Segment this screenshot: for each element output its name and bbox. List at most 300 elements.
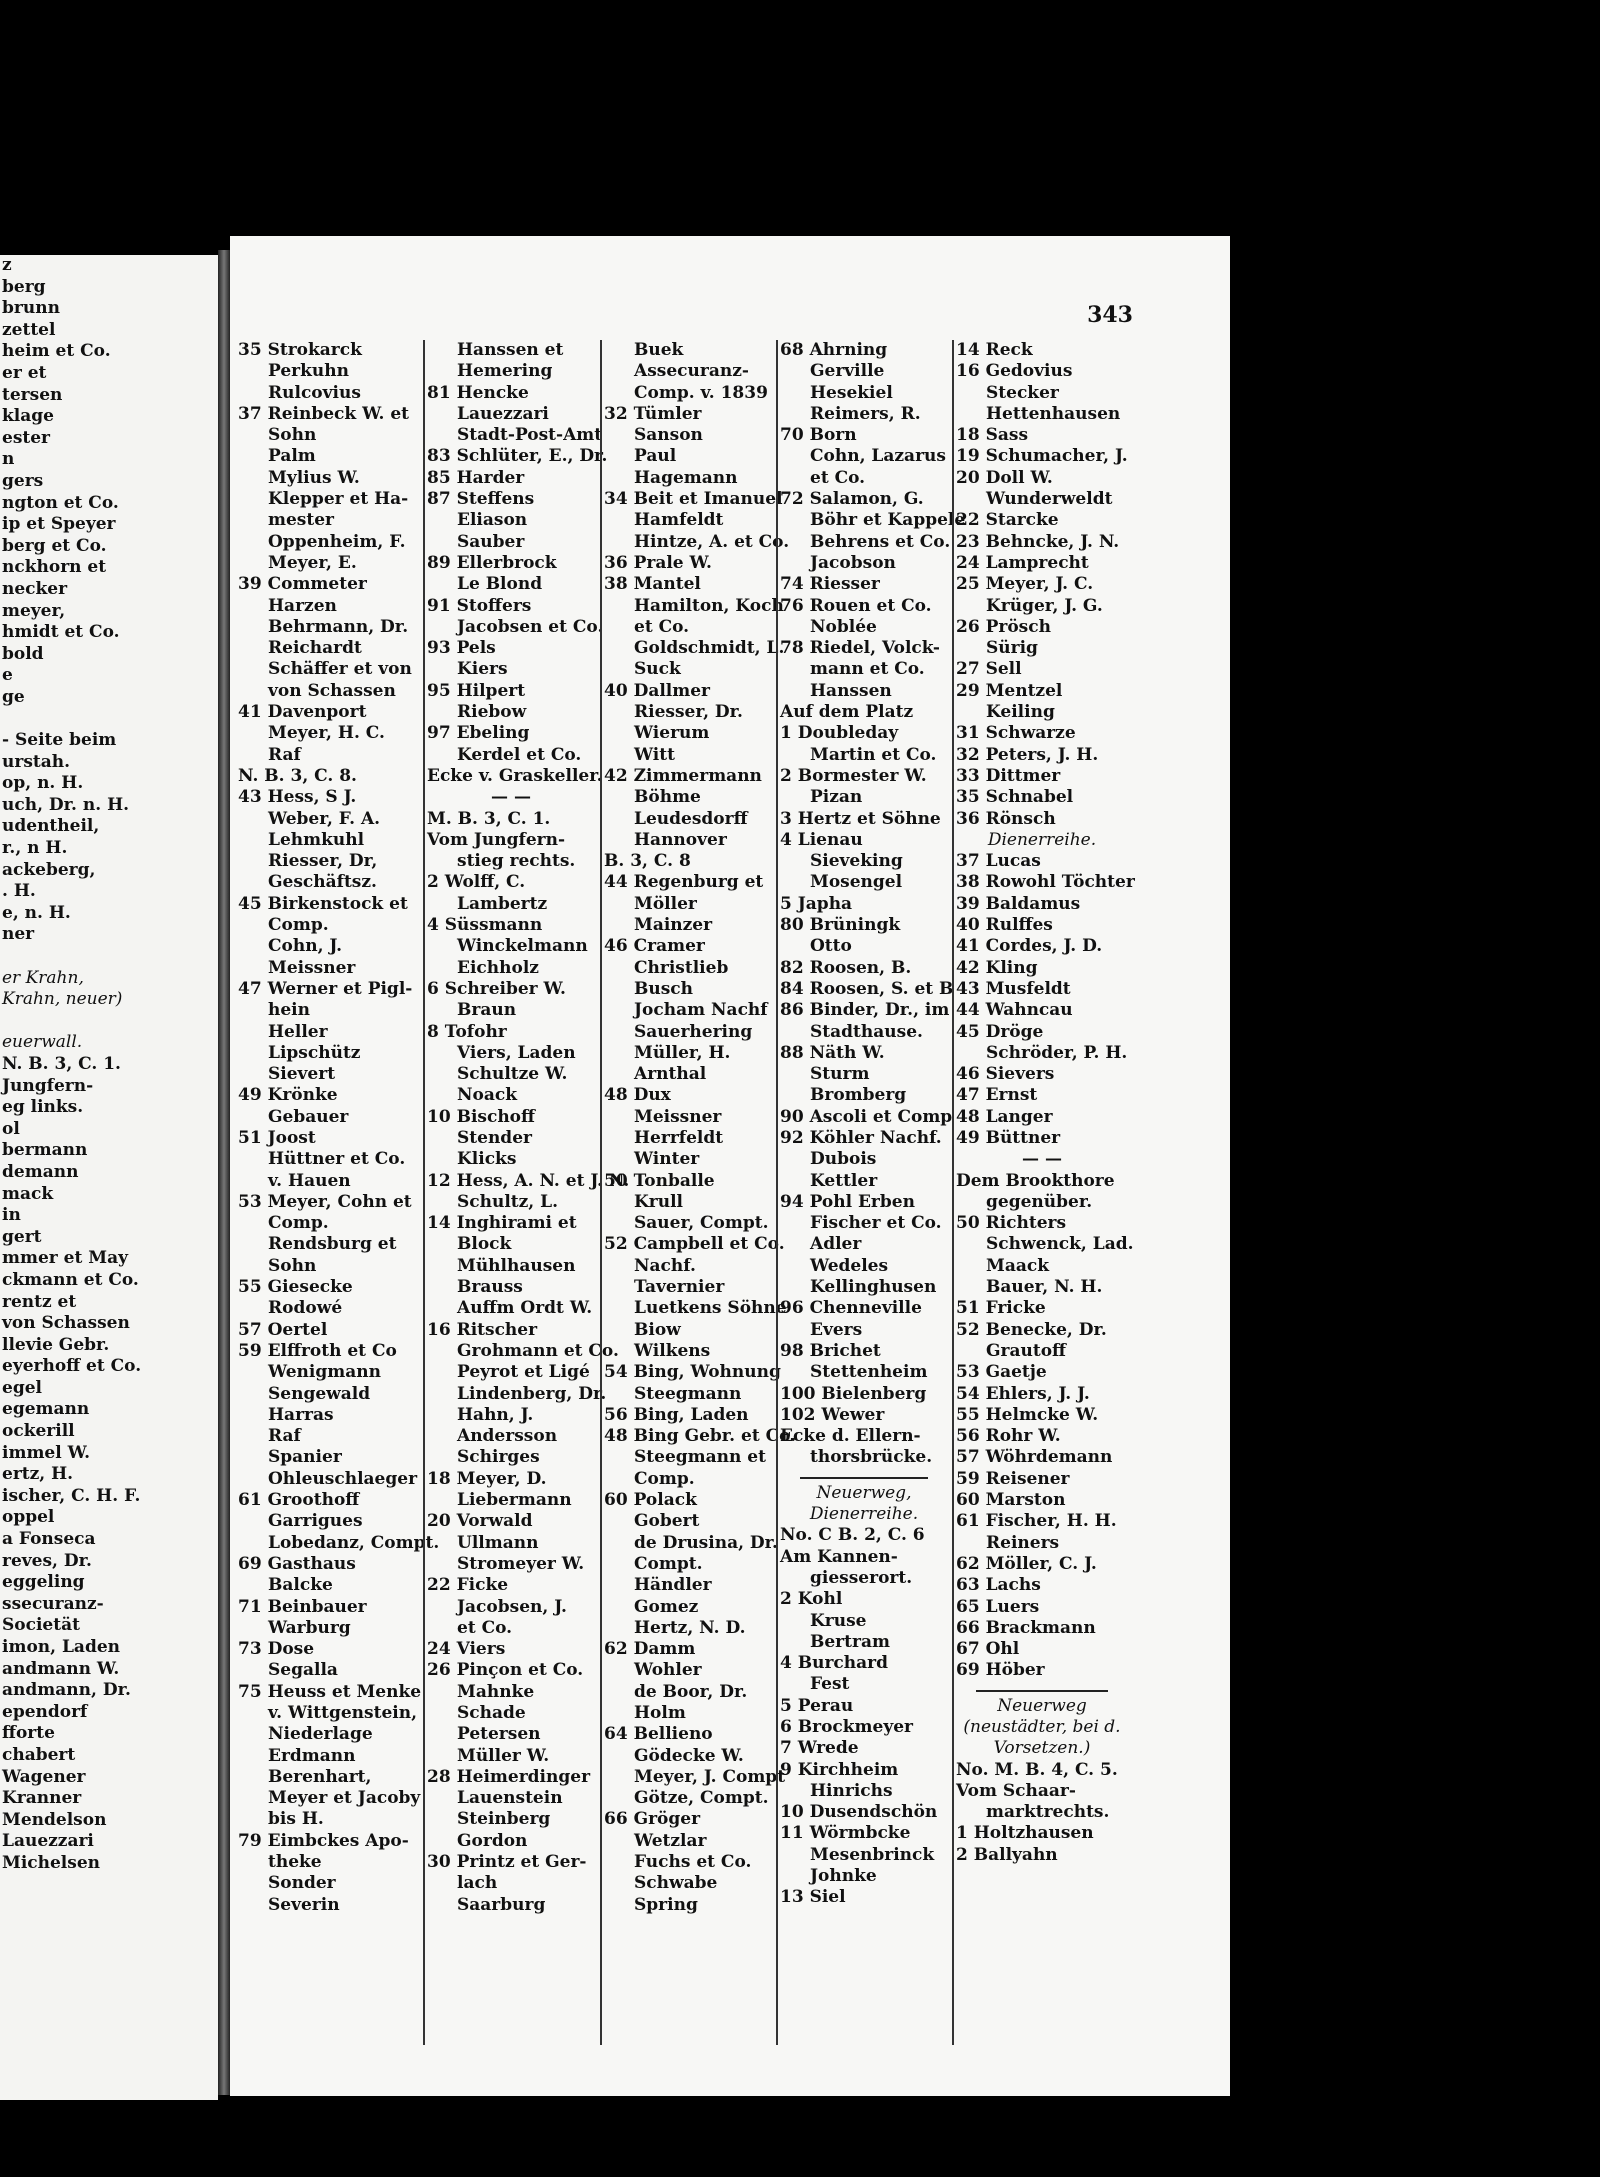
directory-entry: Cohn, J. <box>268 936 343 957</box>
directory-entry: Weber, F. A. <box>268 808 381 829</box>
directory-column-3 <box>604 340 797 1916</box>
directory-entry: Warburg <box>268 1617 351 1638</box>
directory-entry: Perkuhn <box>268 361 349 382</box>
directory-entry: v. Wittgenstein, <box>268 1703 417 1723</box>
directory-entry: 44 Wahncau <box>956 1000 1073 1021</box>
directory-entry: Wedeles <box>810 1255 889 1276</box>
directory-entry: 36 Rönsch <box>956 808 1056 829</box>
directory-entry: Lambertz <box>457 893 548 914</box>
directory-entry: Erdmann <box>268 1745 356 1766</box>
directory-entry: Vom Schaar- <box>956 1780 1076 1801</box>
directory-entry: No. C B. 2, C. 6 <box>780 1525 925 1546</box>
left-page-line: andmann, Dr. <box>2 1680 131 1701</box>
directory-entry: 60 Polack <box>604 1490 697 1511</box>
directory-entry: Nachf. <box>634 1255 696 1276</box>
directory-entry: Gobert <box>634 1511 700 1532</box>
directory-entry: 46 Sievers <box>956 1064 1055 1085</box>
directory-entry: Harzen <box>268 595 337 616</box>
left-page-line: demann <box>2 1161 79 1182</box>
left-page-line: klage <box>2 406 54 427</box>
directory-column-2 <box>427 340 630 1916</box>
directory-entry: Behrmann, Dr. <box>268 616 409 637</box>
directory-entry: 26 Prösch <box>956 616 1051 637</box>
directory-entry: 43 Musfeldt <box>956 978 1071 999</box>
book-gutter <box>218 250 230 2095</box>
directory-entry: — — <box>1022 1149 1062 1170</box>
left-page-line: in <box>2 1205 21 1226</box>
directory-entry: Christlieb <box>634 957 729 978</box>
directory-entry: 33 Dittmer <box>956 765 1061 786</box>
directory-entry: Le Blond <box>457 574 543 595</box>
directory-entry: Gebauer <box>268 1106 349 1127</box>
directory-entry: Jacobsen et Co. <box>457 616 604 637</box>
directory-entry: 38 Mantel <box>604 574 701 595</box>
directory-entry: 98 Brichet <box>780 1340 881 1361</box>
directory-entry: 37 Reinbeck W. et <box>238 403 410 424</box>
directory-entry: Sonder <box>268 1873 336 1894</box>
directory-entry: 46 Cramer <box>604 936 705 957</box>
directory-entry: Peyrot et Ligé <box>457 1362 590 1383</box>
directory-entry: 32 Peters, J. H. <box>956 744 1099 765</box>
directory-entry: Geschäftsz. <box>268 872 377 893</box>
directory-column-4 <box>780 340 966 1909</box>
directory-entry: Hannover <box>634 829 727 850</box>
directory-entry: 26 Pinçon et Co. <box>427 1660 584 1681</box>
directory-entry: Wetzlar <box>634 1830 707 1851</box>
directory-entry: 2 Bormester W. <box>780 765 927 786</box>
directory-entry: Schwabe <box>634 1873 718 1894</box>
left-page-line: nckhorn et <box>2 557 107 578</box>
left-page-line: chabert <box>2 1744 76 1765</box>
directory-entry: 3 Hertz et Söhne <box>780 808 941 829</box>
directory-entry: Stadthause. <box>810 1021 923 1042</box>
directory-entry: 86 Binder, Dr., im <box>780 1000 950 1021</box>
left-page-line: hmidt et Co. <box>2 622 120 643</box>
directory-entry: 69 Gasthaus <box>238 1553 356 1574</box>
directory-entry: Assecuranz- <box>634 361 749 382</box>
directory-entry: Am Kannen- <box>780 1546 898 1567</box>
directory-entry: Steegmann et <box>634 1447 766 1468</box>
directory-entry: Klepper et Ha- <box>268 489 409 510</box>
directory-entry: 100 Bielenberg <box>780 1383 927 1404</box>
left-page-line: Kranner <box>2 1788 82 1809</box>
directory-entry: 87 Steffens <box>427 489 535 510</box>
directory-entry: 8 Tofohr <box>427 1021 507 1042</box>
directory-entry: Bauer, N. H. <box>986 1277 1103 1298</box>
directory-entry: Noack <box>457 1085 518 1106</box>
directory-entry: 24 Viers <box>427 1639 506 1660</box>
directory-entry: 57 Oertel <box>238 1319 328 1340</box>
directory-entry: marktrechts. <box>986 1802 1110 1823</box>
directory-entry: Keiling <box>986 702 1055 723</box>
directory-entry: Fischer et Co. <box>810 1213 942 1234</box>
directory-entry: Hagemann <box>634 467 738 488</box>
left-page-line: mmer et May <box>2 1248 128 1269</box>
left-page-fragment <box>0 255 218 2100</box>
directory-entry: 61 Groothoff <box>238 1490 360 1511</box>
directory-entry: Hinrichs <box>810 1780 893 1801</box>
directory-entry: Sturm <box>810 1064 870 1085</box>
directory-entry: Balcke <box>268 1575 333 1596</box>
directory-entry: Palm <box>268 446 316 467</box>
directory-entry: Arnthal <box>634 1064 707 1085</box>
directory-entry: Schade <box>457 1703 526 1723</box>
directory-entry: Leudesdorff <box>634 808 748 829</box>
left-page-line: Jungfern- <box>2 1075 94 1096</box>
directory-entry: 22 Starcke <box>956 510 1059 531</box>
directory-entry: Suck <box>634 659 681 680</box>
directory-entry: Müller, H. <box>634 1042 731 1063</box>
directory-entry: Berenhart, <box>268 1766 372 1787</box>
left-page-line: Lauezzari <box>2 1831 94 1852</box>
left-page-line <box>0 1011 218 1033</box>
directory-entry: 38 Rowohl Töchter <box>956 872 1135 893</box>
directory-entry: 36 Prale W. <box>604 552 712 573</box>
directory-entry: 35 Strokarck <box>238 340 362 360</box>
directory-entry: 85 Harder <box>427 467 525 488</box>
directory-entry: 48 Dux <box>604 1085 671 1106</box>
left-page-line: immel W. <box>2 1442 90 1463</box>
directory-entry: 41 Cordes, J. D. <box>956 936 1103 957</box>
left-page-line: ockerill <box>2 1421 75 1442</box>
directory-entry: Schultz, L. <box>457 1191 559 1212</box>
directory-entry: Eliason <box>457 510 528 531</box>
directory-entry: 16 Gedovius <box>956 361 1073 382</box>
directory-entry: 45 Birkenstock et <box>238 893 408 914</box>
directory-entry: de Boor, Dr. <box>634 1681 748 1702</box>
directory-entry: 18 Sass <box>956 425 1029 446</box>
left-page-line: mack <box>2 1183 54 1204</box>
directory-entry: 18 Meyer, D. <box>427 1468 547 1489</box>
directory-entry: Holm <box>634 1703 686 1723</box>
directory-entry: Rodowé <box>268 1298 343 1319</box>
left-page-line: ischer, C. H. F. <box>2 1485 141 1506</box>
directory-entry: — — <box>491 787 531 808</box>
directory-entry: 54 Ehlers, J. J. <box>956 1383 1090 1404</box>
directory-entry: 59 Elffroth et Co <box>238 1340 397 1361</box>
directory-entry: 35 Schnabel <box>956 787 1074 808</box>
directory-entry: 65 Luers <box>956 1596 1040 1617</box>
directory-entry: 63 Lachs <box>956 1575 1041 1596</box>
directory-entry: von Schassen <box>268 680 396 701</box>
directory-entry: et Co. <box>810 467 866 488</box>
left-page-line: ner <box>2 924 35 945</box>
left-page-line: egel <box>2 1377 42 1398</box>
directory-entry: Winckelmann <box>457 936 588 957</box>
directory-entry: 92 Köhler Nachf. <box>780 1127 942 1148</box>
directory-entry: 4 Süssmann <box>427 915 543 936</box>
left-page-line: meyer, <box>2 600 66 621</box>
section-rule <box>976 1690 1108 1692</box>
directory-entry: 43 Hess, S J. <box>238 787 357 808</box>
left-page-line: ckmann et Co. <box>2 1269 139 1290</box>
directory-entry: Steegmann <box>634 1383 742 1404</box>
directory-entry: 94 Pohl Erben <box>780 1191 915 1212</box>
left-page-line: e <box>2 665 13 686</box>
directory-entry: 66 Gröger <box>604 1809 701 1830</box>
directory-entry: 88 Näth W. <box>780 1042 885 1063</box>
directory-entry: 81 Hencke <box>427 382 529 403</box>
left-page-line: von Schassen <box>2 1313 130 1334</box>
directory-entry: 50 Richters <box>956 1213 1067 1234</box>
directory-entry: 83 Schlüter, E., Dr. <box>427 446 608 467</box>
directory-entry: et Co. <box>457 1617 513 1638</box>
directory-entry: Winter <box>634 1149 700 1170</box>
directory-entry: 90 Ascoli et Comp <box>780 1106 953 1127</box>
directory-entry: Kruse <box>810 1610 867 1631</box>
directory-entry: mann et Co. <box>810 659 925 680</box>
directory-entry: Hintze, A. et Co. <box>634 531 790 552</box>
directory-entry: 16 Ritscher <box>427 1319 538 1340</box>
left-page-line: ackeberg, <box>2 859 96 880</box>
directory-entry: 53 Meyer, Cohn et <box>238 1191 412 1212</box>
left-page-line: gert <box>2 1226 42 1247</box>
directory-entry: Auffm Ordt W. <box>457 1298 593 1319</box>
directory-entry: Schultze W. <box>457 1064 568 1085</box>
directory-entry: 4 Lienau <box>780 829 863 850</box>
directory-entry: Sanson <box>634 425 703 446</box>
directory-entry: Ohleuschlaeger <box>268 1468 418 1489</box>
directory-entry: 80 Brüningk <box>780 915 901 936</box>
directory-entry: hein <box>268 1000 310 1021</box>
directory-entry: 40 Rulffes <box>956 915 1053 936</box>
directory-entry: 97 Ebeling <box>427 723 530 744</box>
directory-entry: Sievert <box>268 1064 336 1085</box>
left-page-line: op, n. H. <box>2 773 84 794</box>
directory-entry: Reiners <box>986 1532 1060 1553</box>
directory-entry: Stadt-Post-Amt <box>457 425 603 446</box>
directory-entry: Comp. v. 1839 <box>634 382 768 403</box>
directory-entry: 45 Dröge <box>956 1021 1044 1042</box>
directory-entry: 30 Printz et Ger- <box>427 1852 587 1873</box>
directory-entry: Hettenhausen <box>986 403 1121 424</box>
directory-entry: mester <box>268 510 334 531</box>
directory-entry: 5 Perau <box>780 1695 854 1716</box>
directory-entry: Müller W. <box>457 1745 550 1766</box>
left-page-line: gers <box>2 470 44 491</box>
directory-entry: 50 Tonballe <box>604 1170 715 1191</box>
directory-entry: 49 Büttner <box>956 1127 1061 1148</box>
directory-entry: Klicks <box>457 1149 517 1170</box>
directory-entry: Wenigmann <box>268 1362 381 1383</box>
directory-entry: 53 Gaetje <box>956 1362 1047 1383</box>
directory-entry: Sengewald <box>268 1383 371 1404</box>
directory-entry: Viers, Laden <box>457 1042 576 1063</box>
directory-entry: Meissner <box>634 1106 722 1127</box>
directory-entry: 68 Ahrning <box>780 340 888 360</box>
directory-entry: Sauber <box>457 531 525 552</box>
directory-entry: Steinberg <box>457 1809 551 1830</box>
directory-entry: Sauer, Compt. <box>634 1213 769 1234</box>
directory-entry: Hanssen et <box>457 340 564 360</box>
directory-entry: de Drusina, Dr. <box>634 1532 778 1553</box>
directory-entry: 57 Wöhrdemann <box>956 1447 1113 1468</box>
directory-entry: Riebow <box>457 702 527 723</box>
directory-entry: Sohn <box>268 1255 317 1276</box>
directory-entry: Niederlage <box>268 1724 373 1745</box>
directory-entry: 13 Siel <box>780 1887 846 1908</box>
left-page-line: rentz et <box>2 1291 77 1312</box>
column-divider <box>952 340 954 2045</box>
directory-entry: gegenüber. <box>986 1191 1093 1212</box>
directory-entry: 6 Brockmeyer <box>780 1717 913 1737</box>
directory-entry: bis H. <box>268 1809 324 1830</box>
directory-entry: 93 Pels <box>427 638 496 659</box>
directory-entry: Hamfeldt <box>634 510 724 531</box>
directory-entry: Stromeyer W. <box>457 1553 585 1574</box>
left-page-line: imon, Laden <box>2 1637 121 1657</box>
directory-entry: Martin et Co. <box>810 744 937 765</box>
directory-entry: 27 Sell <box>956 659 1022 680</box>
directory-entry: 41 Davenport <box>238 702 367 723</box>
left-page-line: eg links. <box>2 1097 84 1118</box>
left-page-line: ol <box>2 1118 20 1139</box>
directory-entry: Dienerreihe. <box>987 829 1097 850</box>
directory-entry: Block <box>457 1234 512 1255</box>
directory-entry: Mylius W. <box>268 467 360 488</box>
directory-entry: Cohn, Lazarus <box>810 446 946 467</box>
directory-entry: Jacobson <box>810 552 896 573</box>
section-rule <box>800 1477 928 1479</box>
left-page-line: Krahn, neuer) <box>2 989 123 1010</box>
directory-entry: No. M. B. 4, C. 5. <box>956 1759 1118 1780</box>
directory-entry: 5 Japha <box>780 893 853 914</box>
directory-entry: Schirges <box>457 1447 540 1468</box>
directory-entry: 70 Born <box>780 425 857 446</box>
directory-entry: Lobedanz, Compt. <box>268 1532 440 1553</box>
left-page-line: brunn <box>2 298 60 319</box>
directory-entry: Götze, Compt. <box>634 1788 769 1809</box>
left-page-line: urstah. <box>2 751 71 772</box>
directory-entry: 32 Tümler <box>604 403 702 424</box>
directory-entry: Maack <box>986 1255 1049 1276</box>
directory-entry: Adler <box>810 1234 862 1255</box>
directory-entry: 67 Ohl <box>956 1639 1020 1660</box>
directory-entry: Schäffer et von <box>268 659 412 680</box>
left-page-line: egemann <box>2 1399 90 1420</box>
directory-entry: Ecke v. Graskeller. <box>427 765 603 786</box>
directory-entry: 14 Reck <box>956 340 1033 360</box>
directory-entry: Bertram <box>810 1631 890 1652</box>
directory-entry: 52 Benecke, Dr. <box>956 1319 1107 1340</box>
directory-entry: 39 Baldamus <box>956 893 1081 914</box>
directory-entry: (neustädter, bei d. <box>963 1717 1121 1737</box>
directory-entry: Raf <box>268 1426 301 1447</box>
directory-entry: Ullmann <box>457 1532 539 1553</box>
left-page-line: . H. <box>2 881 36 902</box>
directory-entry: Gomez <box>634 1596 699 1617</box>
directory-entry: Goldschmidt, L. <box>634 638 785 659</box>
directory-entry: 82 Roosen, B. <box>780 957 912 978</box>
directory-entry: Wilkens <box>634 1340 711 1361</box>
directory-entry: Dienerreihe. <box>809 1504 919 1525</box>
directory-entry: N. B. 3, C. 8. <box>238 765 357 786</box>
directory-entry: Kellinghusen <box>810 1277 937 1298</box>
directory-entry: Grohmann et Co. <box>457 1340 619 1361</box>
left-page-line: reves, Dr. <box>2 1550 92 1571</box>
directory-entry: Hüttner et Co. <box>268 1149 406 1170</box>
directory-entry: Hertz, N. D. <box>634 1617 746 1638</box>
directory-entry: Fest <box>810 1674 850 1695</box>
directory-entry: theke <box>268 1852 322 1873</box>
left-page-line: a Fonseca <box>2 1529 96 1550</box>
directory-entry: Wunderweldt <box>986 489 1113 510</box>
directory-entry: Biow <box>634 1319 681 1340</box>
left-page-line: necker <box>2 578 68 599</box>
directory-entry: 2 Ballyahn <box>956 1844 1058 1865</box>
directory-entry: 73 Dose <box>238 1639 315 1660</box>
directory-entry: 4 Burchard <box>780 1653 889 1674</box>
directory-entry: 39 Commeter <box>238 574 367 595</box>
directory-entry: v. Hauen <box>268 1170 351 1191</box>
directory-column-1 <box>238 340 440 1916</box>
directory-entry: Andersson <box>457 1426 558 1447</box>
directory-entry: 1 Doubleday <box>780 723 899 744</box>
left-page-line: ester <box>2 427 51 448</box>
left-page-line: llevie Gebr. <box>2 1334 110 1355</box>
directory-entry: 78 Riedel, Volck- <box>780 638 940 659</box>
directory-entry: 42 Zimmermann <box>604 765 762 786</box>
directory-entry: 10 Dusendschön <box>780 1802 938 1823</box>
directory-entry: 91 Stoffers <box>427 595 532 616</box>
directory-entry: 2 Wolff, C. <box>427 872 526 893</box>
directory-entry: 6 Schreiber W. <box>427 978 566 999</box>
directory-entry: Böhme <box>634 787 701 808</box>
directory-entry: 60 Marston <box>956 1490 1066 1511</box>
directory-entry: 71 Beinbauer <box>238 1596 367 1617</box>
directory-entry: Sürig <box>986 638 1038 659</box>
directory-entry: Dubois <box>810 1149 877 1170</box>
left-page-line: uch, Dr. n. H. <box>2 794 130 815</box>
left-page-line: berg <box>2 276 46 297</box>
directory-entry: Fuchs et Co. <box>634 1852 752 1873</box>
left-page-line: ge <box>2 686 25 707</box>
directory-entry: 51 Joost <box>238 1127 316 1148</box>
left-page-line: N. B. 3, C. 1. <box>2 1053 121 1074</box>
directory-entry: Kiers <box>457 659 508 680</box>
directory-entry: Grautoff <box>986 1340 1066 1361</box>
directory-entry: 31 Schwarze <box>956 723 1076 744</box>
directory-entry: Meyer, H. C. <box>268 723 385 744</box>
left-page-line: er Krahn, <box>2 967 84 988</box>
directory-entry: Riesser, Dr. <box>634 702 743 723</box>
left-page-line: fforte <box>2 1723 55 1744</box>
left-page-line: Michelsen <box>2 1852 101 1873</box>
directory-entry: Witt <box>634 744 675 765</box>
directory-entry: Sieveking <box>810 851 903 872</box>
directory-entry: 25 Meyer, J. C. <box>956 574 1094 595</box>
directory-entry: 20 Doll W. <box>956 467 1053 488</box>
directory-entry: Jocham Nachf <box>634 1000 768 1021</box>
right-page <box>230 236 1230 2096</box>
left-page-line: bermann <box>2 1140 88 1161</box>
left-page-line: berg et Co. <box>2 535 107 556</box>
directory-entry: Behrens et Co. <box>810 531 951 552</box>
left-page-line: eggeling <box>2 1572 85 1593</box>
directory-entry: Noblée <box>810 616 877 637</box>
directory-entry: Reichardt <box>268 638 362 659</box>
directory-entry: 72 Salamon, G. <box>780 489 924 510</box>
directory-entry: 2 Kohl <box>780 1589 843 1610</box>
directory-entry: Johnke <box>810 1866 877 1887</box>
directory-entry: Krüger, J. G. <box>986 595 1103 616</box>
directory-entry: Stecker <box>986 382 1059 403</box>
left-page-line: udentheil, <box>2 816 100 837</box>
directory-entry: Neuerweg <box>997 1695 1087 1716</box>
directory-entry: Lauezzari <box>457 403 549 424</box>
page-number: 343 <box>1087 302 1133 328</box>
directory-entry: 66 Brackmann <box>956 1617 1096 1638</box>
